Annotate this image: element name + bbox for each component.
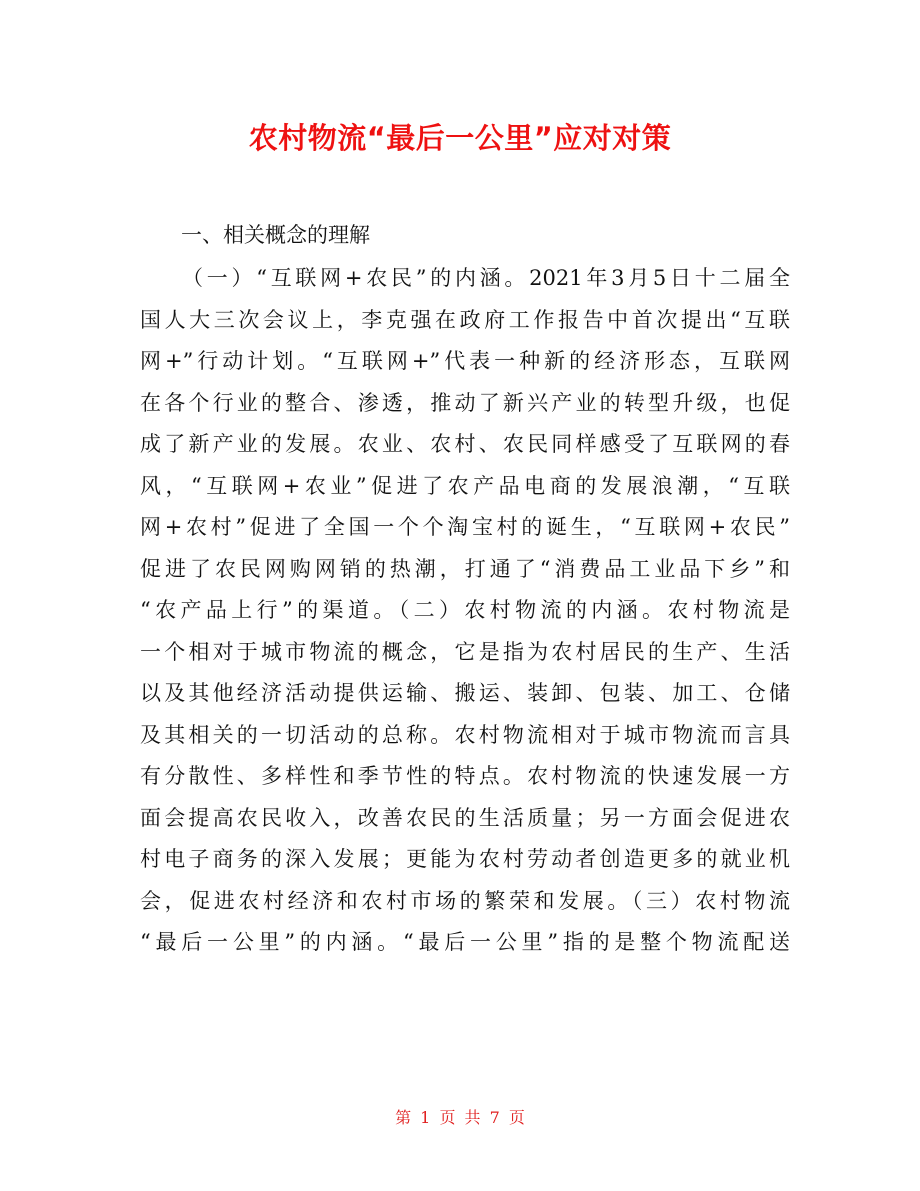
body-line: “最后一公里”的内涵。“最后一公里”指的是整个物流配送 (140, 930, 790, 954)
body-line: 促进了农民网购网销的热潮，打通了“消费品工业品下乡”和 (140, 556, 790, 581)
section-heading: 一、相关概念的理解 (181, 223, 370, 247)
body-line: 一个相对于城市物流的概念，它是指为农村居民的生产、生活 (140, 639, 790, 664)
body-line: 网+”行动计划。“互联网+”代表一种新的经济形态，互联网 (140, 349, 790, 373)
body-line: 网+农村”促进了全国一个个淘宝村的诞生，“互联网+农民” (140, 515, 790, 539)
body-line: 面会提高农民收入，改善农民的生活质量；另一方面会促进农 (140, 805, 790, 830)
body-paragraph (140, 258, 790, 964)
body-line: 会，促进农村经济和农村市场的繁荣和发展。（三）农村物流 (140, 888, 790, 913)
body-line: 成了新产业的发展。农业、农村、农民同样感受了互联网的春 (140, 432, 790, 456)
body-line: “农产品上行”的渠道。（二）农村物流的内涵。农村物流是 (140, 598, 790, 622)
body-line: 以及其他经济活动提供运输、搬运、装卸、包装、加工、仓储 (140, 681, 790, 705)
body-line: （一）“互联网+农民”的内涵。2021年3月5日十二届全 (182, 266, 790, 290)
body-line: 有分散性、多样性和季节性的特点。农村物流的快速发展一方 (140, 764, 790, 788)
body-line: 国人大三次会议上，李克强在政府工作报告中首次提出“互联 (140, 307, 790, 332)
body-line: 村电子商务的深入发展；更能为农村劳动者创造更多的就业机 (140, 847, 790, 871)
document-title: 农村物流“最后一公里”应对对策 (248, 121, 672, 155)
page-footer: 第 1 页 共 7 页 (395, 1108, 525, 1127)
body-line: 风，“互联网+农业”促进了农产品电商的发展浪潮，“互联 (140, 473, 790, 498)
body-line: 及其相关的一切活动的总称。农村物流相对于城市物流而言具 (140, 722, 790, 747)
body-line: 在各个行业的整合、渗透，推动了新兴产业的转型升级，也促 (140, 390, 790, 415)
